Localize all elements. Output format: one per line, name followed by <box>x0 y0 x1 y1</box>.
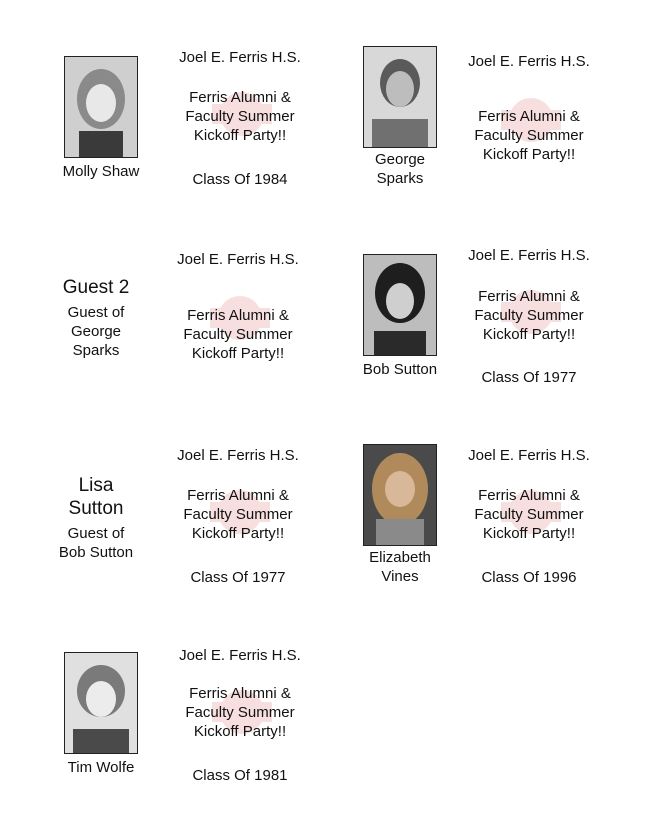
portrait-image <box>364 47 436 147</box>
badge-george-sparks <box>359 46 646 236</box>
photo-bob-sutton <box>363 254 437 356</box>
guest-info <box>44 474 148 562</box>
attendee-name: George Sparks <box>374 151 426 187</box>
class-year: Class Of 1984 <box>192 171 288 188</box>
event-title: Ferris Alumni & Faculty Summer Kickoff Party!! <box>185 89 295 144</box>
guest-of: Guest of George Sparks <box>67 304 125 359</box>
event-title: Ferris Alumni & Faculty Summer Kickoff Party!! <box>474 487 584 542</box>
class-year: Class Of 1977 <box>190 569 286 586</box>
guest-name: Lisa Sutton <box>68 475 124 519</box>
event-title: Ferris Alumni & Faculty Summer Kickoff Party!! <box>474 108 584 163</box>
school-name: Joel E. Ferris H.S. <box>468 247 590 264</box>
school-name: Joel E. Ferris H.S. <box>179 647 301 664</box>
event-title: Ferris Alumni & Faculty Summer Kickoff Party!! <box>183 307 293 362</box>
portrait-image <box>364 255 436 355</box>
portrait-image <box>65 653 137 753</box>
badge-molly-shaw <box>60 48 360 238</box>
portrait-image <box>65 57 137 157</box>
photo-elizabeth-vines <box>363 444 437 546</box>
badge-guest-2 <box>60 250 360 440</box>
event-title: Ferris Alumni & Faculty Summer Kickoff Party!! <box>185 685 295 740</box>
photo-molly-shaw <box>64 56 138 158</box>
badge-elizabeth-vines <box>359 442 646 632</box>
school-name: Joel E. Ferris H.S. <box>179 49 301 66</box>
class-year: Class Of 1981 <box>192 767 288 784</box>
photo-george-sparks <box>363 46 437 148</box>
attendee-name: Molly Shaw <box>62 163 140 180</box>
attendee-name: Bob Sutton <box>362 361 438 378</box>
badge-bob-sutton <box>359 246 646 436</box>
attendee-name: Elizabeth Vines <box>369 549 431 585</box>
attendee-name: Tim Wolfe <box>67 759 135 776</box>
badge-tim-wolfe <box>60 646 360 836</box>
school-name: Joel E. Ferris H.S. <box>468 53 590 70</box>
badge-lisa-sutton <box>60 446 360 636</box>
school-name: Joel E. Ferris H.S. <box>468 447 590 464</box>
portrait-image <box>364 445 436 545</box>
class-year: Class Of 1977 <box>481 369 577 386</box>
school-name: Joel E. Ferris H.S. <box>177 447 299 464</box>
guest-of: Guest of Bob Sutton <box>58 525 134 561</box>
school-name: Joel E. Ferris H.S. <box>177 251 299 268</box>
event-title: Ferris Alumni & Faculty Summer Kickoff Party!! <box>474 288 584 343</box>
guest-info <box>44 276 148 360</box>
event-title: Ferris Alumni & Faculty Summer Kickoff Party!! <box>183 487 293 542</box>
photo-tim-wolfe <box>64 652 138 754</box>
guest-name: Guest 2 <box>62 277 130 298</box>
class-year: Class Of 1996 <box>481 569 577 586</box>
